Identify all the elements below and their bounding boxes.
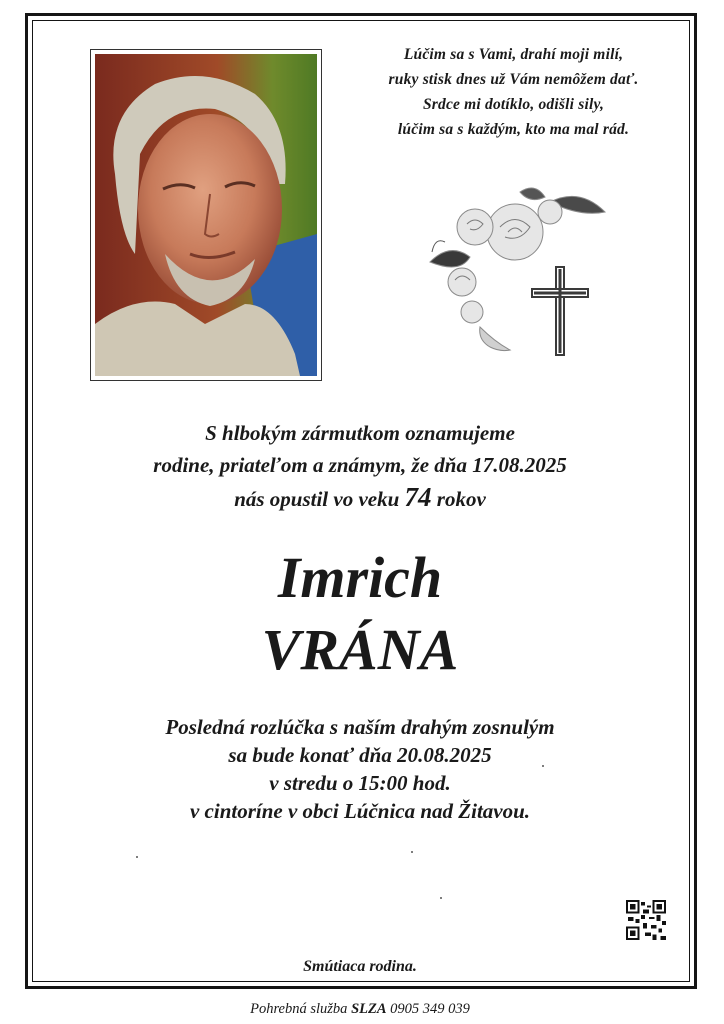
funeral-line: v stredu o 15:00 hod. bbox=[269, 771, 451, 795]
announcement-line: rodine, priateľom a známym, že dňa 17.08.2025 bbox=[153, 453, 567, 477]
roses-decoration bbox=[420, 182, 620, 362]
footer-brand: SLZA bbox=[351, 1001, 387, 1017]
print-speck bbox=[136, 856, 138, 858]
qr-code-icon bbox=[626, 900, 666, 940]
age-suffix: rokov bbox=[436, 487, 486, 511]
print-speck bbox=[542, 765, 544, 767]
deceased-surname: VRÁNA bbox=[261, 617, 459, 682]
footer-phone: 0905 349 039 bbox=[390, 1001, 470, 1017]
funeral-line: sa bude konať dňa 20.08.2025 bbox=[228, 743, 492, 767]
poem bbox=[350, 42, 677, 142]
footer-prefix: Pohrebná služba bbox=[250, 1001, 348, 1017]
deceased-first-name: Imrich bbox=[277, 545, 443, 610]
poem-line: ruky stisk dnes už Vám nemôžem dať. bbox=[388, 71, 639, 88]
portrait-photo bbox=[90, 49, 322, 381]
age-prefix: nás opustil vo veku bbox=[234, 487, 400, 511]
announcement-age-line bbox=[40, 481, 680, 515]
poem-line: lúčim sa s každým, kto ma mal rád. bbox=[397, 121, 630, 138]
funeral-details bbox=[40, 713, 680, 825]
print-speck bbox=[440, 897, 442, 899]
death-announcement bbox=[40, 417, 680, 515]
signature: Smútiaca rodina. bbox=[303, 958, 417, 975]
funeral-line: v cintoríne v obci Lúčnica nad Žitavou. bbox=[189, 799, 531, 823]
funeral-line: Posledná rozlúčka s naším drahým zosnulým bbox=[165, 715, 555, 739]
age-value: 74 bbox=[404, 482, 432, 512]
funeral-service-footer bbox=[40, 1001, 680, 1018]
cross-icon bbox=[530, 265, 590, 357]
poem-line: Lúčim sa s Vami, drahí moji milí, bbox=[403, 46, 624, 63]
announcement-line: S hlbokým zármutkom oznamujeme bbox=[205, 421, 515, 445]
print-speck bbox=[411, 851, 413, 853]
poem-line: Srdce mi dotíklo, odišli sily, bbox=[422, 96, 605, 113]
